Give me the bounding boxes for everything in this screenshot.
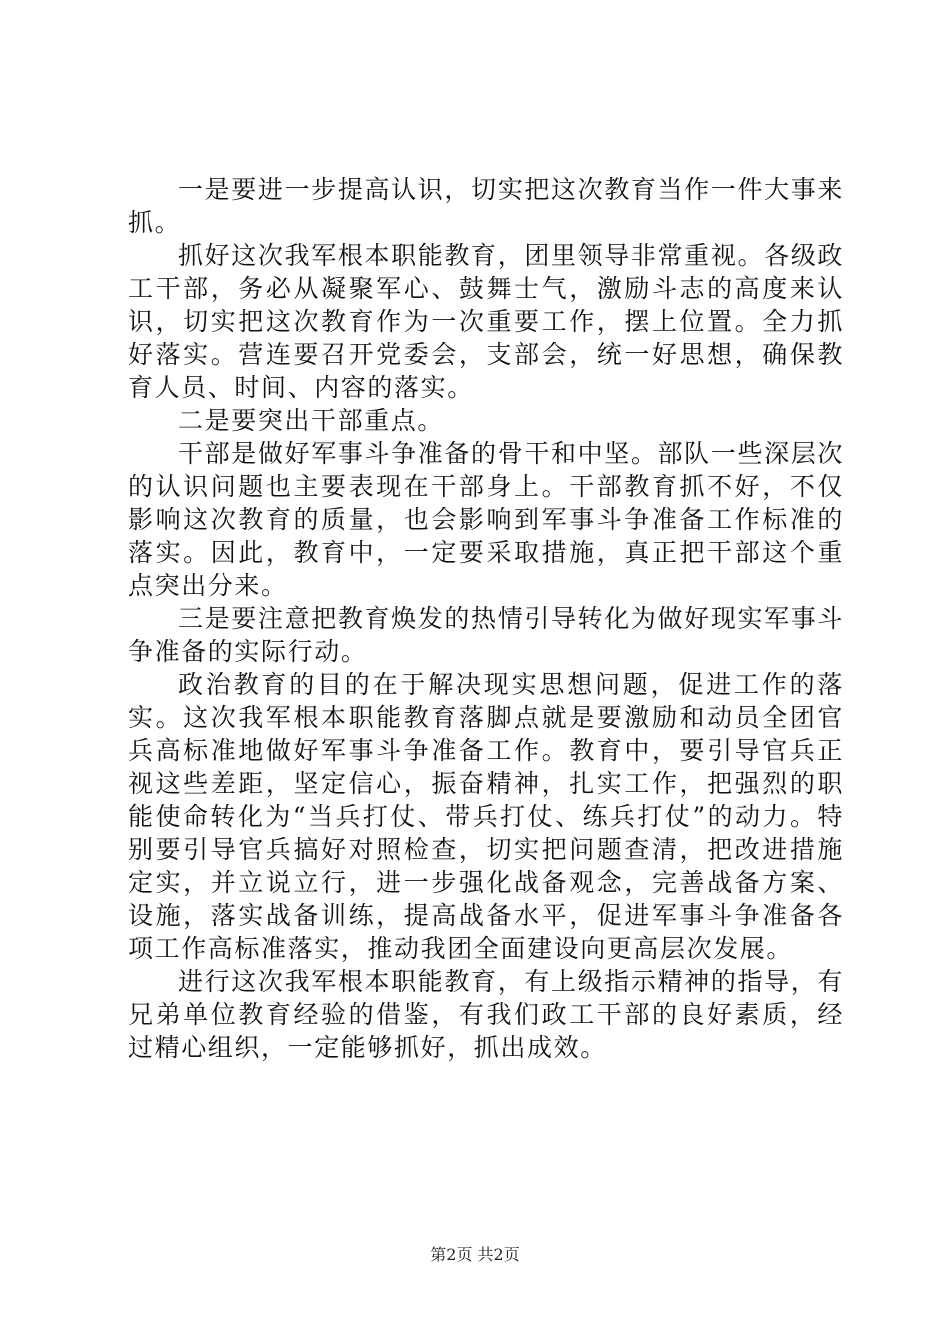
- paragraph-7: 进行这次我军根本职能教育，有上级指示精神的指导，有兄弟单位教育经验的借鉴，有我们政工干部的良好素质，经过精心组织，一定能够抓好，抓出成效。: [128, 967, 844, 1062]
- paragraph-3: 二是要突出干部重点。: [178, 406, 445, 435]
- paragraph-1: 一是要进一步提高认识，切实把这次教育当作一件大事来抓。: [128, 175, 844, 237]
- document-body: [128, 173, 844, 1064]
- paragraph-5: 三是要注意把教育焕发的热情引导转化为做好现实军事斗争准备的实际行动。: [128, 604, 844, 666]
- paragraph-2: 抓好这次我军根本职能教育，团里领导非常重视。各级政工干部，务必从凝聚军心、鼓舞士气，激励斗志的高度来认识，切实把这次教育作为一次重要工作，摆上位置。全力抓好落实。营连要召开党委会，支部会，统一好思想，确保教育人员、时间、内容的落实。: [128, 241, 844, 402]
- paragraph-6: 政治教育的目的在于解决现实思想问题，促进工作的落实。这次我军根本职能教育落脚点就是要激励和动员全团官兵高标准地做好军事斗争准备工作。教育中，要引导官兵正视这些差距，坚定信心，振奋精神，扎实工作，把强烈的职能使命转化为“当兵打仗、带兵打仗、练兵打仗”的动力。特别要引导官兵搞好对照检查，切实把问题查清，把改进措施定实，并立说立行，进一步强化战备观念，完善战备方案、设施，落实战备训练，提高战备水平，促进军事斗争准备各项工作高标准落实，推动我团全面建设向更高层次发展。: [128, 670, 844, 963]
- page-number-footer: 第2页 共2页: [430, 1245, 520, 1264]
- paragraph-4: 干部是做好军事斗争准备的骨干和中坚。部队一些深层次的认识问题也主要表现在干部身上。干部教育抓不好，不仅影响这次教育的质量，也会影响到军事斗争准备工作标准的落实。因此，教育中，一定要采取措施，真正把干部这个重点突出分来。: [128, 439, 844, 600]
